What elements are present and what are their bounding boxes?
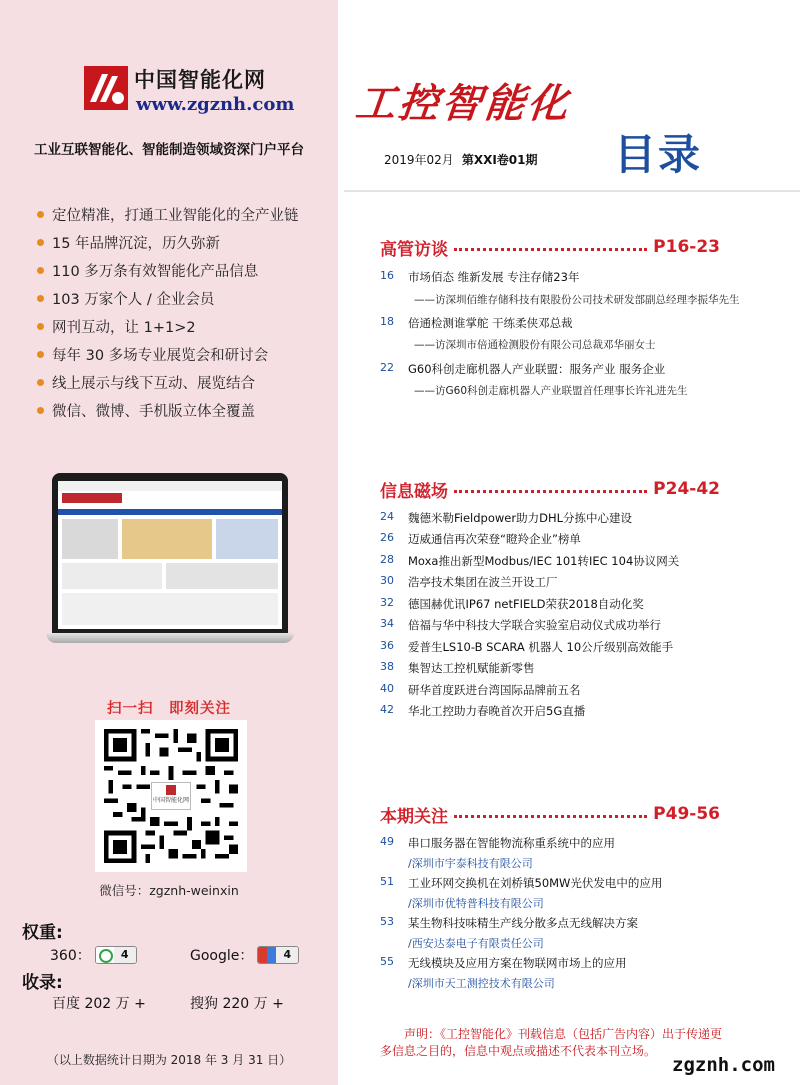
laptop-screen-bezel (52, 473, 288, 635)
site-logo[interactable] (82, 62, 295, 122)
toc-page: 30 (380, 574, 394, 587)
screenshot-block (216, 519, 278, 559)
360-icon (96, 947, 114, 963)
bullet-icon (37, 323, 44, 330)
toc-title-text: 浩亭技术集团在波兰开设工厂 (408, 575, 558, 589)
feature-list (37, 200, 299, 424)
issue-volume: 第XXI卷01期 (461, 153, 538, 167)
toc-entry[interactable] (380, 682, 780, 700)
brand-title: 工控智能化 (353, 80, 574, 127)
section-pages: P49-56 (653, 804, 720, 824)
bullet-icon (37, 211, 44, 218)
toc-title-text: 某生物科技味精生产线分散多点无线解决方案 (408, 916, 638, 930)
list-item-text: 103 万家个人 / 企业会员 (52, 291, 215, 308)
toc-entry[interactable] (380, 639, 780, 657)
toc-company: /深圳市宇泰科技有限公司 (408, 857, 533, 870)
list-item-text: 微信、微博、手机版立体全覆盖 (52, 403, 255, 420)
section-title: 本期关注 (380, 806, 448, 827)
logo-name: 中国智能化网 (134, 67, 266, 92)
bullet-icon (37, 295, 44, 302)
disclaimer-line: 多信息之目的，信息中观点或描述不代表本刊立场。 (380, 1044, 657, 1058)
screenshot-block (62, 519, 118, 559)
tagline: 工业互联智能化、智能制造领域资深门户平台 (34, 142, 304, 158)
site-url[interactable]: zgznh.com (672, 1054, 775, 1076)
bullet-icon (37, 351, 44, 358)
toc-entry[interactable] (380, 955, 780, 973)
toc-entry[interactable] (380, 531, 780, 549)
toc-title-text: 市场佰态 维新发展 专注存储23年 (408, 270, 580, 284)
toc-company: /深圳市优特普科技有限公司 (408, 897, 544, 910)
toc-entry[interactable] (380, 596, 780, 614)
toc-title-text: 集智达工控机赋能新零售 (408, 661, 535, 675)
toc-title-text: 德国赫优讯IP67 netFIELD荣获2018自动化奖 (408, 597, 644, 611)
toc-entry[interactable] (380, 269, 780, 287)
rank-google (190, 945, 299, 965)
include-title: 收录: (22, 973, 63, 993)
bullet-icon (37, 407, 44, 414)
toc-page: 51 (380, 875, 394, 888)
toc-page: 28 (380, 553, 394, 566)
section-pages: P24-42 (653, 479, 720, 499)
toc-entry[interactable] (380, 315, 780, 333)
list-item (37, 368, 299, 396)
list-item (37, 200, 299, 228)
toc-title-text: 倍福与华中科技大学联合实验室启动仪式成功举行 (408, 618, 661, 632)
toc-title: 目录 (614, 130, 703, 179)
disclaimer-line: 声明：《工控智能化》刊载信息（包括广告内容）出于传递更 (404, 1027, 723, 1041)
section-header (380, 803, 720, 825)
toc-entry[interactable] (380, 574, 780, 592)
rank-360-badge (95, 946, 137, 964)
rank-360-label: 360： (50, 948, 91, 964)
toc-page: 40 (380, 682, 394, 695)
rank-google-value: 4 (276, 947, 298, 963)
section-leader-dots (454, 815, 647, 818)
screenshot-block (62, 593, 278, 625)
bullet-icon (37, 239, 44, 246)
scan-label: 扫一扫 即刻关注 (107, 701, 231, 717)
screenshot-block (122, 519, 212, 559)
toc-title-text: 无线模块及应用方案在物联网市场上的应用 (408, 956, 627, 970)
toc-page: 55 (380, 955, 394, 968)
rank-360 (50, 945, 137, 965)
toc-entry[interactable] (380, 361, 780, 379)
toc-page: 22 (380, 361, 394, 374)
toc-page: 32 (380, 596, 394, 609)
qr-code[interactable] (95, 720, 247, 872)
rank-google-badge (257, 946, 299, 964)
section-leader-dots (454, 490, 647, 493)
list-item-text: 每年 30 多场专业展览会和研讨会 (52, 347, 269, 364)
logo-mark-icon (166, 785, 176, 795)
screenshot-logo (62, 493, 122, 503)
toc-entry[interactable] (380, 835, 780, 853)
toc-subtitle: ——访深圳市倍通检测股份有限公司总裁邓华丽女士 (414, 339, 656, 351)
toc-title-text: 倍通检测谁掌舵 干练柔侠邓总裁 (408, 316, 573, 330)
toc-title-text: 华北工控助力春晚首次开启5G直播 (408, 704, 586, 718)
logo-mark-icon (82, 64, 130, 112)
toc-company: /深圳市天工测控技术有限公司 (408, 977, 555, 990)
list-item (37, 284, 299, 312)
left-promo-panel (0, 0, 338, 1085)
toc-entry[interactable] (380, 703, 780, 721)
bullet-icon (37, 267, 44, 274)
stat-date-note: （以上数据统计日期为 2018 年 3 月 31 日） (46, 1053, 292, 1067)
toc-page: 38 (380, 660, 394, 673)
laptop-illustration (46, 473, 294, 651)
toc-entry[interactable] (380, 875, 780, 893)
list-item-text: 15 年品牌沉淀，历久弥新 (52, 235, 221, 252)
toc-subtitle: ——访深圳佰维存储科技有限股份公司技术研发部副总经理李振华先生 (414, 294, 740, 306)
toc-entry[interactable] (380, 915, 780, 933)
rank-google-label: Google： (190, 948, 254, 964)
toc-title-text: 研华首度跃进台湾国际品牌前五名 (408, 683, 581, 697)
issue-info (384, 151, 537, 168)
baidu-count: 百度 202 万 + (52, 996, 146, 1012)
list-item-text: 110 多万条有效智能化产品信息 (52, 263, 259, 280)
toc-title-text: G60科创走廊机器人产业联盟：服务产业 服务企业 (408, 362, 666, 376)
weight-title: 权重: (22, 923, 63, 943)
screenshot-nav (58, 509, 282, 515)
list-item (37, 228, 299, 256)
magazine-brand (353, 72, 656, 127)
wechat-id: 微信号：zgznh-weinxin (99, 883, 239, 898)
qr-center-text: 中国智能化网 (152, 797, 189, 804)
toc-page: 24 (380, 510, 394, 523)
toc-title-text: 工业环网交换机在刘桥镇50MW光伏发电中的应用 (408, 876, 663, 890)
laptop-base (46, 633, 294, 643)
toc-page: 53 (380, 915, 394, 928)
section-title: 信息磁场 (380, 481, 448, 502)
screenshot-block (166, 563, 278, 589)
logo-url[interactable]: www.zgznh.com (136, 94, 295, 115)
section-title: 高管访谈 (380, 239, 448, 260)
toc-entry[interactable] (380, 660, 780, 678)
google-icon (258, 947, 276, 963)
list-item-text: 线上展示与线下互动、展览结合 (52, 375, 255, 392)
list-item (37, 396, 299, 424)
list-item (37, 312, 299, 340)
toc-entry[interactable] (380, 510, 780, 528)
sogou-count: 搜狗 220 万 + (190, 996, 284, 1012)
toc-entry[interactable] (380, 553, 780, 571)
toc-page: 42 (380, 703, 394, 716)
toc-entry[interactable] (380, 617, 780, 635)
toc-title-text: 爱普生LS10-B SCARA 机器人 10公斤级别高效能手 (408, 640, 674, 654)
section-pages: P16-23 (653, 237, 720, 257)
list-item-text: 网刊互动，让 1+1>2 (52, 319, 196, 336)
section-header (380, 236, 720, 258)
toc-page: 26 (380, 531, 394, 544)
header-divider (344, 190, 800, 192)
screenshot-topbar (58, 481, 282, 491)
section-header (380, 478, 720, 500)
rank-360-value: 4 (114, 947, 136, 963)
list-item (37, 256, 299, 284)
section-leader-dots (454, 248, 647, 251)
toc-page: 36 (380, 639, 394, 652)
toc-page: 18 (380, 315, 394, 328)
toc-page: 34 (380, 617, 394, 630)
toc-subtitle: ——访G60科创走廊机器人产业联盟首任理事长许礼进先生 (414, 385, 688, 397)
screenshot-block (62, 563, 162, 589)
toc-title-text: 串口服务器在智能物流称重系统中的应用 (408, 836, 615, 850)
toc-title-text: 魏德米勒Fieldpower助力DHL分拣中心建设 (408, 511, 632, 525)
toc-page: 49 (380, 835, 394, 848)
toc-title-text: Moxa推出新型Modbus/IEC 101转IEC 104协议网关 (408, 554, 680, 568)
toc-company: /西安达泰电子有限责任公司 (408, 937, 544, 950)
website-screenshot (58, 481, 282, 629)
list-item-text: 定位精准，打通工业智能化的全产业链 (52, 207, 299, 224)
toc-page: 16 (380, 269, 394, 282)
list-item (37, 340, 299, 368)
issue-date: 2019年02月 (384, 153, 454, 167)
qr-center-logo (151, 782, 191, 810)
toc-title-text: 迈威通信再次荣登“瞪羚企业”榜单 (408, 532, 581, 546)
bullet-icon (37, 379, 44, 386)
